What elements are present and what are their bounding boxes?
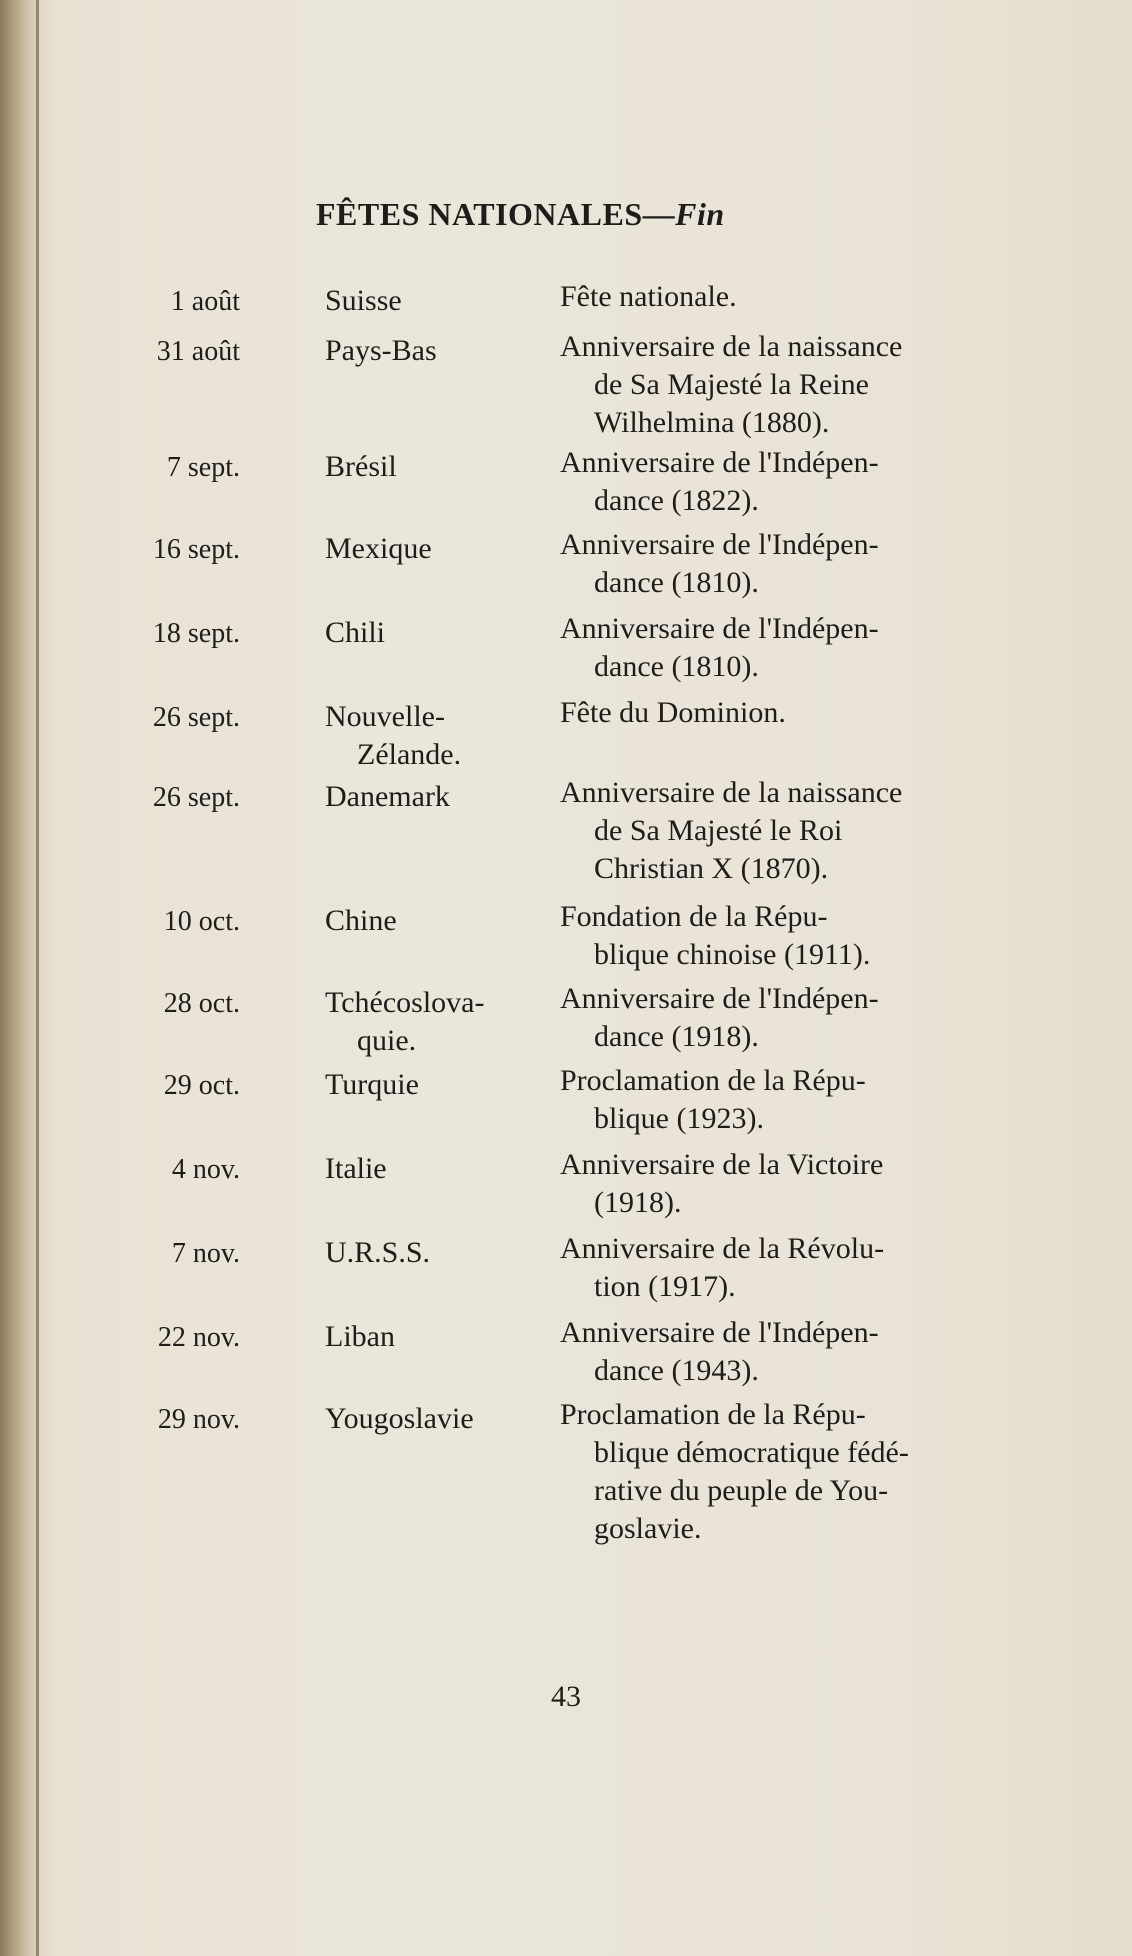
page-title [316,196,725,233]
title-dash: — [642,196,676,232]
holiday-event [560,898,1000,974]
holiday-date: 18 sept. [152,618,240,649]
holiday-date: 10 oct. [163,906,240,937]
event-line: blique démocratique fédé- [594,1436,909,1469]
holiday-country [325,698,550,774]
holiday-country [325,1318,550,1356]
holiday-event [560,1146,1000,1222]
event-line: Fondation de la Répu- [560,900,828,933]
holiday-date: 31 août [156,336,240,367]
event-line: Anniversaire de la naissance [560,330,903,363]
event-line: dance (1810). [594,566,759,599]
book-spine-shadow [0,0,40,1956]
event-line: Proclamation de la Répu- [560,1398,866,1431]
holiday-country [325,332,550,370]
event-line: dance (1943). [594,1354,759,1387]
country-line: Yougoslavie [325,1402,474,1435]
holiday-event [560,1314,1000,1390]
event-line: Anniversaire de la Révolu- [560,1232,885,1265]
country-line: Zélande. [357,738,462,771]
country-line: Suisse [325,284,402,317]
holiday-date: 28 oct. [163,988,240,1019]
event-line: Anniversaire de l'Indépen- [560,982,879,1015]
holiday-date: 4 nov. [171,1154,240,1185]
event-line: Wilhelmina (1880). [594,406,830,439]
event-line: tion (1917). [594,1270,736,1303]
holiday-date: 7 nov. [171,1238,240,1269]
holiday-date: 29 oct. [163,1070,240,1101]
holiday-event [560,694,1000,732]
country-line: Nouvelle- [325,700,445,733]
holiday-country [325,614,550,652]
holiday-event [560,1062,1000,1138]
title-text: FÊTES NATIONALES [316,196,643,232]
holiday-country [325,1234,550,1272]
event-line: Anniversaire de la Victoire [560,1148,884,1181]
holiday-country [325,1400,550,1438]
country-line: quie. [357,1024,417,1057]
holiday-date: 26 sept. [152,702,240,733]
holiday-event [560,444,1000,520]
holiday-date: 1 août [170,286,240,317]
binding-edge [36,0,39,1956]
holiday-date: 7 sept. [166,452,240,483]
event-line: blique chinoise (1911). [594,938,871,971]
page-number: 43 [551,1680,581,1713]
event-line: Anniversaire de l'Indépen- [560,528,879,561]
event-line: Christian X (1870). [594,852,829,885]
country-line: Mexique [325,532,432,565]
holiday-event [560,1396,1000,1548]
holiday-country [325,530,550,568]
country-line: U.R.S.S. [325,1236,431,1269]
holiday-country [325,984,550,1060]
holiday-country [325,778,550,816]
country-line: Chili [325,616,386,649]
holiday-event [560,774,1000,888]
holiday-event [560,980,1000,1056]
event-line: (1918). [594,1186,682,1219]
event-line: dance (1810). [594,650,759,683]
holiday-date: 16 sept. [152,534,240,565]
country-line: Liban [325,1320,395,1353]
country-line: Turquie [325,1068,419,1101]
country-line: Danemark [325,780,450,813]
event-line: Anniversaire de l'Indépen- [560,446,879,479]
holiday-country [325,902,550,940]
holiday-date: 26 sept. [152,782,240,813]
event-line: Anniversaire de la naissance [560,776,903,809]
country-line: Italie [325,1152,387,1185]
title-suffix: Fin [675,196,725,232]
event-line: rative du peuple de You- [594,1474,889,1507]
event-line: Fête nationale. [560,280,737,313]
event-line: Anniversaire de l'Indépen- [560,612,879,645]
country-line: Tchécoslova- [325,986,485,1019]
event-line: goslavie. [594,1512,702,1545]
country-line: Brésil [325,450,397,483]
holiday-event [560,1230,1000,1306]
event-line: Fête du Dominion. [560,696,786,729]
event-line: blique (1923). [594,1102,764,1135]
event-line: Anniversaire de l'Indépen- [560,1316,879,1349]
holiday-country [325,282,550,320]
event-line: dance (1822). [594,484,759,517]
holiday-date: 22 nov. [157,1322,240,1353]
holiday-event [560,278,1000,316]
holiday-country [325,1066,550,1104]
holiday-country [325,448,550,486]
event-line: dance (1918). [594,1020,759,1053]
event-line: de Sa Majesté la Reine [594,368,869,401]
holiday-event [560,526,1000,602]
holiday-country [325,1150,550,1188]
event-line: de Sa Majesté le Roi [594,814,843,847]
holiday-date: 29 nov. [157,1404,240,1435]
country-line: Chine [325,904,397,937]
holiday-event [560,328,1000,442]
holiday-event [560,610,1000,686]
country-line: Pays-Bas [325,334,437,367]
event-line: Proclamation de la Répu- [560,1064,866,1097]
